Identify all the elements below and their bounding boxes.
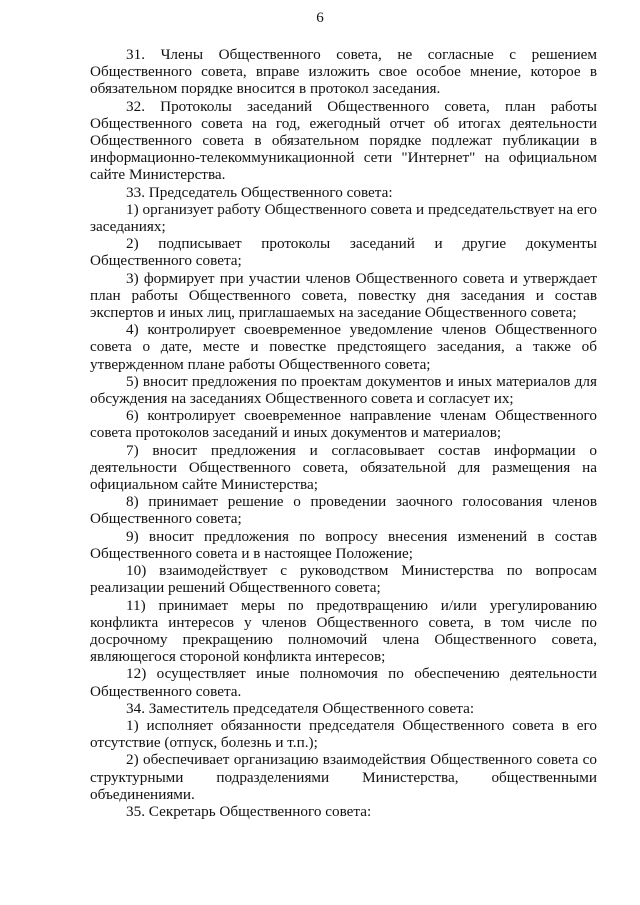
paragraph-item-33-heading: 33. Председатель Общественного совета: <box>126 183 393 201</box>
list-item: 6) контролирует своевременное направление членам Общественного совета протоколов заседаний и иных документов и материалов; <box>90 407 597 442</box>
list-item: 5) вносит предложения по проектам документов и иных материалов для обсуждения на заседаниях Общественного совета и согласует их; <box>90 372 597 408</box>
list-item: 1) исполняет обязанности председателя Общественного совета в его отсутствие (отпуск, болезнь и т.п.); <box>90 716 597 752</box>
list-item: 11) принимает меры по предотвращению и/или урегулированию конфликта интересов у членов Общественного совета, в том числе по досрочному прекращению полномочий члена Общественного совета, являющегося стороной конфликта интересов; <box>90 596 597 666</box>
list-item: 10) взаимодействует с руководством Министерства по вопросам реализации решений Общественного совета; <box>90 562 597 597</box>
document-body <box>90 46 597 820</box>
paragraph-item-34-heading: 34. Заместитель председателя Общественного совета: <box>126 699 475 717</box>
list-item: 9) вносит предложения по вопросу внесения изменений в состав Общественного совета и в настоящее Положение; <box>90 527 597 562</box>
paragraph-item-35-heading: 35. Секретарь Общественного совета: <box>126 802 372 820</box>
list-item: 7) вносит предложения и согласовывает состав информации о деятельности Общественного совета, обязательной для размещения на официальном сайте Министерства; <box>90 441 597 494</box>
list-item: 2) обеспечивает организацию взаимодействия Общественного совета со структурными подразделениями Министерства, общественными объединениями. <box>90 751 597 803</box>
list-item: 2) подписывает протоколы заседаний и другие документы Общественного совета; <box>90 235 597 270</box>
list-item: 12) осуществляет иные полномочия по обеспечению деятельности Общественного совета. <box>90 665 597 700</box>
list-item: 8) принимает решение о проведении заочного голосования членов Общественного совета; <box>90 493 597 528</box>
list-item: 4) контролирует своевременное уведомление членов Общественного совета о дате, месте и повестке предстоящего заседания, а также об утвержденном плане работы Общественного совета; <box>90 321 597 373</box>
page-number: 6 <box>316 10 324 26</box>
paragraph-item-32: 32. Протоколы заседаний Общественного совета, план работы Общественного совета на год, ежегодный отчет об итогах деятельности Общественного совета в обязательном порядке подлежат публикации в информационно-телекоммуникационной сети "Интернет" на официальном сайте Министерства. <box>90 97 597 184</box>
list-item: 1) организует работу Общественного совета и председательствует на его заседаниях; <box>90 200 597 236</box>
paragraph-item-31: 31. Члены Общественного совета, не согласные с решением Общественного совета, вправе изложить свое особое мнение, которое в обязательном порядке вносится в протокол заседания. <box>90 46 597 98</box>
list-item: 3) формирует при участии членов Общественного совета и утверждает план работы Общественного совета, повестку дня заседания и состав экспертов и иных лиц, приглашаемых на заседание Общественного совета; <box>90 269 597 322</box>
